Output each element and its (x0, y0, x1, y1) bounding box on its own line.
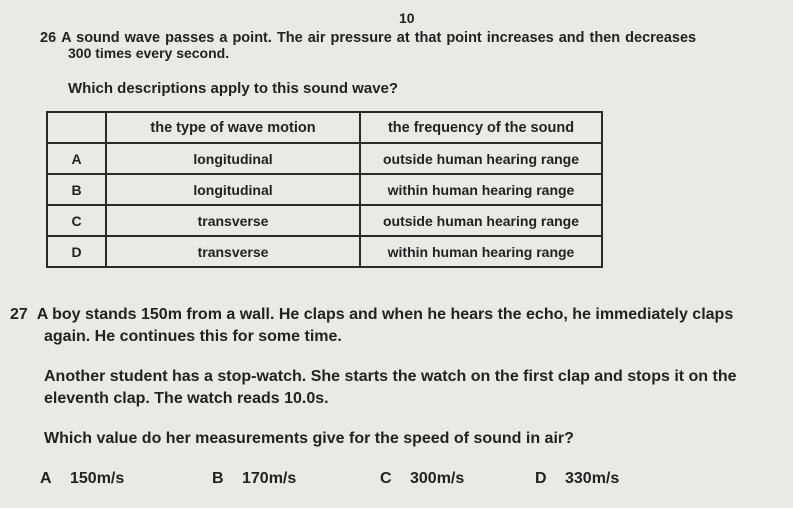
option-wave-motion: longitudinal (106, 174, 360, 205)
option-wave-motion: transverse (106, 205, 360, 236)
q27-stem-line1: A boy stands 150m from a wall. He claps and when he hears the echo, he immediately claps (36, 306, 734, 323)
table-header-blank (47, 112, 106, 143)
q26-text-line1 (40, 30, 696, 46)
answer-value: 330m/s (565, 470, 620, 487)
table-row[interactable] (47, 236, 602, 267)
option-frequency: outside human hearing range (360, 205, 602, 236)
answer-option-d[interactable] (535, 470, 619, 488)
q27-number: 27 (10, 306, 28, 323)
option-letter: C (47, 205, 106, 236)
answer-option-a[interactable] (40, 470, 124, 488)
table-row[interactable] (47, 174, 602, 205)
answer-letter: A (40, 470, 52, 487)
option-frequency: outside human hearing range (360, 143, 602, 174)
table-header-frequency: the frequency of the sound (360, 112, 602, 143)
answer-value: 150m/s (70, 470, 125, 487)
option-letter: D (47, 236, 106, 267)
q27-question: Which value do her measurements give for the speed of sound in air? (44, 430, 574, 447)
answer-value: 170m/s (242, 470, 297, 487)
q26-stem-line1: A sound wave passes a point. The air pressure at that point increases and then decreases (61, 30, 697, 46)
q26-number: 26 (40, 30, 57, 46)
option-letter: A (47, 143, 106, 174)
q26-options-table (46, 111, 603, 268)
option-wave-motion: transverse (106, 236, 360, 267)
table-header-row (47, 112, 602, 143)
option-frequency: within human hearing range (360, 236, 602, 267)
page-number: 10 (399, 10, 415, 26)
q27-text-line1 (10, 306, 733, 324)
answer-option-c[interactable] (380, 470, 464, 488)
option-letter: B (47, 174, 106, 205)
answer-option-b[interactable] (212, 470, 296, 488)
answer-letter: C (380, 470, 392, 487)
option-wave-motion: longitudinal (106, 143, 360, 174)
answer-letter: B (212, 470, 224, 487)
answer-value: 300m/s (410, 470, 465, 487)
q26-stem-line2: 300 times every second. (68, 45, 230, 61)
table-row[interactable] (47, 205, 602, 236)
table-row[interactable] (47, 143, 602, 174)
q26-prompt: Which descriptions apply to this sound wave? (68, 80, 399, 97)
option-frequency: within human hearing range (360, 174, 602, 205)
q27-stem-line3: Another student has a stop-watch. She starts the watch on the first clap and stops it on the (44, 368, 737, 385)
q27-stem-line4: eleventh clap. The watch reads 10.0s. (44, 390, 329, 407)
q27-stem-line2: again. He continues this for some time. (44, 328, 342, 345)
answer-letter: D (535, 470, 547, 487)
table-header-wave-motion: the type of wave motion (106, 112, 360, 143)
